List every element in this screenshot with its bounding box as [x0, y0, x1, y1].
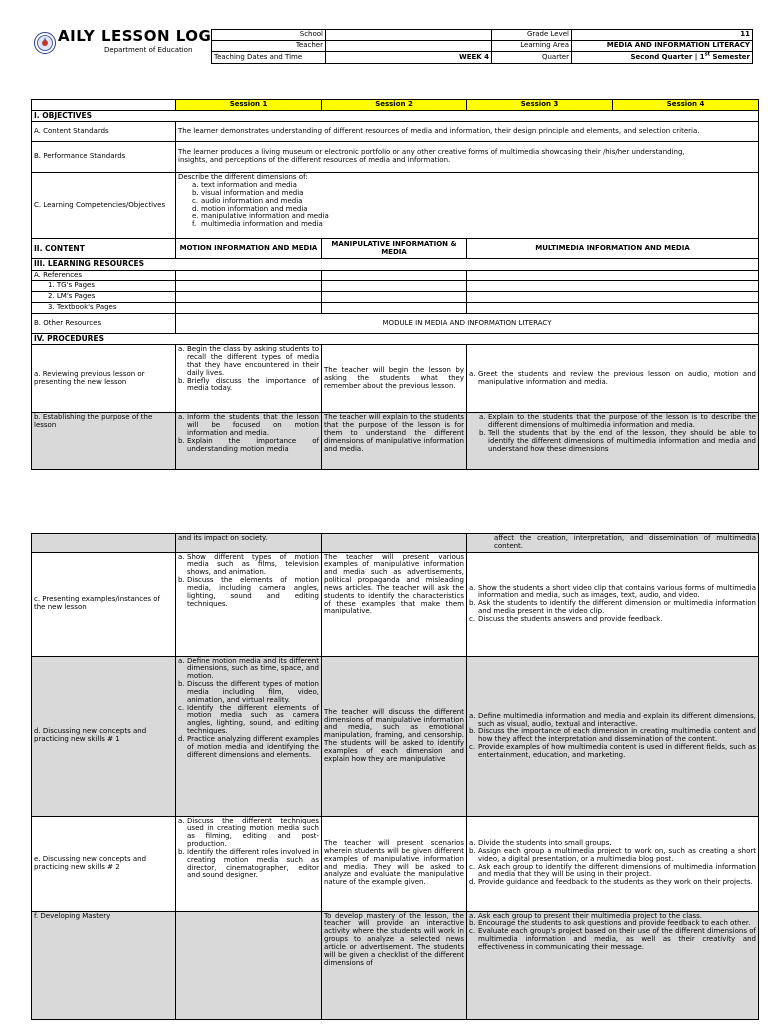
- cont-s1: and its impact on society.: [176, 534, 322, 553]
- list-text: manipulative information and media: [201, 212, 329, 221]
- resources-heading: III. LEARNING RESOURCES: [32, 259, 759, 270]
- proc-f-s1: [176, 911, 322, 1019]
- list-text: Provide guidance and feedback to the students as they work on their projects.: [478, 878, 753, 887]
- school-value: [326, 30, 492, 41]
- list-marker: a.: [178, 656, 185, 665]
- proc-c-s34-list: [469, 585, 756, 624]
- performance-text-1: The learner produces a living museum or electronic portfolio or any other creative forms of multimedia showcasing their /his/her understanding,: [178, 148, 685, 157]
- session-1-header: Session 1: [176, 100, 322, 111]
- list-marker: b.: [178, 576, 185, 585]
- list-marker: a.: [178, 413, 185, 422]
- cont-s2: [322, 534, 467, 553]
- list-text: Provide examples of how multimedia content is used in different fields, such as entertainment, education, and marketing.: [478, 742, 756, 759]
- proc-f-s2: To develop mastery of the lesson, the teacher will provide an interactive activity where the students will work in groups to analyze a selected news article or advertisement. The students will be given a checklist of the different dimensions of: [322, 911, 467, 1019]
- performance-standards-text: [176, 142, 759, 173]
- list-item: [192, 221, 756, 229]
- list-marker: b.: [178, 680, 185, 689]
- cont-label: [32, 534, 176, 553]
- session-2-header: Session 2: [322, 100, 467, 111]
- content-standards-label: A. Content Standards: [32, 122, 176, 142]
- proc-e-s34-list: [469, 840, 756, 887]
- lm-s2: [322, 292, 467, 303]
- list-marker: a.: [178, 345, 185, 354]
- deped-seal-icon: [34, 32, 56, 54]
- list-item: [469, 864, 756, 880]
- dates-label: Teaching Dates and Time: [212, 52, 326, 64]
- list-item: [469, 585, 756, 601]
- proc-a-s2: The teacher will begin the lesson by asking the students what they remember about the previous lesson.: [322, 345, 467, 413]
- list-item: [479, 430, 756, 453]
- list-marker: b.: [469, 919, 476, 928]
- list-item: [469, 848, 756, 864]
- proc-a-s1: [176, 345, 322, 413]
- list-text: Explain the importance of understanding motion media: [187, 436, 319, 453]
- school-label: School: [212, 30, 326, 41]
- tg-s1: [176, 281, 322, 292]
- proc-f-s34: [467, 911, 759, 1019]
- list-marker: c.: [192, 196, 199, 205]
- list-item: [178, 705, 319, 736]
- list-text: Greet the students and review the previous lesson on audio, motion and manipulative information and media.: [478, 369, 756, 386]
- list-marker: c.: [178, 703, 185, 712]
- lm-s34: [467, 292, 759, 303]
- list-item: [178, 658, 319, 681]
- lesson-table-page1: [31, 99, 759, 470]
- list-marker: a.: [178, 552, 185, 561]
- objectives-heading: I. OBJECTIVES: [32, 110, 759, 121]
- proc-e-label: e. Discussing new concepts and practicing new skills # 2: [32, 816, 176, 911]
- list-item: [178, 681, 319, 704]
- list-marker: b.: [178, 376, 185, 385]
- teacher-value: [326, 41, 492, 52]
- ref-s34: [467, 270, 759, 281]
- list-item: [178, 378, 319, 394]
- content-session-2: MANIPULATIVE INFORMATION & MEDIA: [322, 239, 467, 259]
- list-item: [178, 438, 319, 454]
- list-text: Ask the students to identify the different dimension or multimedia information and media present in the video clip.: [478, 599, 756, 616]
- proc-a-s34-list: [469, 371, 756, 387]
- list-marker: a.: [192, 181, 199, 190]
- list-marker: a.: [479, 413, 486, 422]
- list-text: Ask each group to identify the different dimensions of multimedia information and media that they will be using in their project.: [478, 862, 756, 879]
- list-text: Begin the class by asking students to recall the different types of media that they have encountered in their daily lives.: [187, 345, 319, 377]
- proc-f-s34-list: [469, 913, 756, 952]
- dates-value: WEEK 4: [326, 52, 492, 64]
- list-text: audio information and media: [201, 196, 303, 205]
- list-text: Show different types of motion media such as films, television shows, and animation.: [187, 552, 319, 577]
- proc-b-s1: [176, 413, 322, 470]
- list-marker: a.: [469, 583, 476, 592]
- list-text: Discuss the students answers and provide feedback.: [478, 614, 663, 623]
- grade-value: 11: [572, 30, 753, 41]
- list-text: Define motion media and its different dimensions, such as time, space, and motion.: [187, 656, 319, 681]
- list-text: Identify the different elements of motion media such as camera angles, lighting, sound, and editing techniques.: [187, 703, 319, 736]
- list-item: [469, 744, 756, 760]
- proc-b-s34: [467, 413, 759, 470]
- proc-a-s34: [467, 345, 759, 413]
- list-item: [469, 928, 756, 951]
- session-4-header: Session 4: [613, 100, 759, 111]
- tb-s2: [322, 303, 467, 314]
- ref-s1: [176, 270, 322, 281]
- list-marker: b.: [469, 847, 476, 855]
- list-item: [178, 736, 319, 759]
- references-label: A. References: [32, 270, 176, 281]
- list-marker: a.: [469, 369, 476, 378]
- list-text: Discuss the importance of each dimension in creating multimedia content and how they affect the interpretation and dissemination of the content.: [478, 727, 756, 744]
- tg-pages-label: 1. TG's Pages: [32, 281, 176, 292]
- list-marker: a.: [178, 816, 185, 825]
- list-item: [178, 577, 319, 608]
- list-item: [479, 414, 756, 430]
- tg-s2: [322, 281, 467, 292]
- list-marker: d.: [192, 204, 199, 213]
- quarter-label: Quarter: [492, 52, 572, 64]
- list-marker: c.: [469, 927, 476, 936]
- list-item: [178, 849, 319, 880]
- list-item: [178, 414, 319, 437]
- other-resources-label: B. Other Resources: [32, 313, 176, 333]
- list-text: Divide the students into small groups.: [478, 839, 612, 848]
- list-text: Ask each group to present their multimedia project to the class.: [478, 911, 703, 920]
- content-heading: II. CONTENT: [32, 239, 176, 259]
- proc-c-s1: [176, 552, 322, 656]
- list-marker: e.: [192, 212, 199, 221]
- list-marker: a.: [469, 711, 476, 720]
- proc-b-label: b. Establishing the purpose of the lesson: [32, 413, 176, 470]
- proc-d-label: d. Discussing new concepts and practicing new skills # 1: [32, 656, 176, 816]
- list-marker: d.: [178, 734, 185, 743]
- proc-b-s1-list: [178, 414, 319, 453]
- proc-d-s2: The teacher will discuss the different dimensions of manipulative information and media, such as emotional manipulation, framing, and censorship. The students will be asked to identify examples of each dimension and explain how they are manipulative: [322, 656, 467, 816]
- proc-b-s34-list: [469, 414, 756, 453]
- lesson-table-page2: [31, 533, 759, 1020]
- list-text: Discuss the elements of motion media, including camera angles, lighting, sound and editing techniques.: [187, 576, 319, 608]
- list-text: Assign each group a multimedia project to work on, such as creating a short video, a digital presentation, or a multimedia blog post.: [478, 847, 756, 863]
- list-item: [469, 728, 756, 744]
- list-marker: f.: [192, 220, 197, 229]
- list-marker: c.: [469, 614, 476, 623]
- teacher-label: Teacher: [212, 41, 326, 52]
- list-text: Briefly discuss the importance of media today.: [187, 376, 319, 393]
- list-marker: b.: [479, 428, 486, 437]
- area-label: Learning Area: [492, 41, 572, 52]
- list-text: Identify the different roles involved in creating motion media such as director, cinematographer, editor and sound designer.: [187, 847, 319, 880]
- proc-c-s2: The teacher will present various examples of manipulative information and media such as advertisements, political propaganda and misleading news articles. The teacher will ask the students to identify the characteristics of these examples that make them manipulative.: [322, 552, 467, 656]
- competencies-label: C. Learning Competencies/Objectives: [32, 173, 176, 239]
- proc-d-s1: [176, 656, 322, 816]
- department-name: Department of Education: [104, 46, 193, 54]
- list-text: text information and media: [201, 181, 297, 190]
- list-text: Show the students a short video clip that contains various forms of multimedia information and media, such as images, text, audio, and video.: [478, 583, 756, 600]
- area-value: MEDIA AND INFORMATION LITERACY: [572, 41, 753, 52]
- list-marker: b.: [178, 436, 185, 445]
- list-text: motion information and media: [201, 204, 308, 213]
- proc-f-label: f. Developing Mastery: [32, 911, 176, 1019]
- proc-d-s1-list: [178, 658, 319, 760]
- content-standards-text: The learner demonstrates understanding of different resources of media and information, their design principle and elements, and selection criteria.: [176, 122, 759, 142]
- list-text: multimedia information and media: [201, 220, 323, 229]
- grade-label: Grade Level: [492, 30, 572, 41]
- performance-standards-label: B. Performance Standards: [32, 142, 176, 173]
- blank-cell: [32, 100, 176, 111]
- list-marker: d.: [469, 878, 476, 887]
- list-item: [178, 554, 319, 577]
- tg-s34: [467, 281, 759, 292]
- lm-s1: [176, 292, 322, 303]
- proc-c-s34: [467, 552, 759, 656]
- list-marker: b.: [192, 188, 199, 197]
- ref-s2: [322, 270, 467, 281]
- list-text: Inform the students that the lesson will be focused on motion information and media.: [187, 413, 319, 437]
- proc-e-s34: [467, 816, 759, 911]
- proc-d-s34: [467, 656, 759, 816]
- list-text: Discuss the different types of motion media including film, video, animation, and virtual reality.: [187, 680, 319, 704]
- content-session-1: MOTION INFORMATION AND MEDIA: [176, 239, 322, 259]
- proc-d-s34-list: [469, 713, 756, 760]
- list-text: Tell the students that by the end of the lesson, they should be able to identify the different dimensions of multimedia information and media and understand how these dimensions: [488, 428, 756, 453]
- proc-b-s2: The teacher will explain to the students that the purpose of the lesson is for them to understand the different dimensions of manipulative information and media.: [322, 413, 467, 470]
- list-item: [469, 879, 756, 887]
- list-marker: a.: [469, 839, 476, 848]
- other-resources-value: MODULE IN MEDIA AND INFORMATION LITERACY: [176, 313, 759, 333]
- list-item: [469, 371, 756, 387]
- header-table: [211, 29, 753, 64]
- list-item: [469, 616, 756, 624]
- tb-s1: [176, 303, 322, 314]
- proc-a-label: a. Reviewing previous lesson or presenting the new lesson: [32, 345, 176, 413]
- performance-text-2: insights, and perceptions of the different resources of media and information.: [178, 156, 451, 165]
- list-item: [469, 713, 756, 729]
- list-text: Encourage the students to ask questions and provide feedback to each other.: [478, 919, 751, 928]
- proc-a-s1-list: [178, 346, 319, 393]
- list-text: Explain to the students that the purpose of the lesson is to describe the different dimensions of multimedia information and media.: [488, 413, 756, 430]
- list-marker: a.: [469, 911, 476, 920]
- quarter-value: Second Quarter | 1st Semester: [572, 52, 753, 64]
- list-text: visual information and media: [201, 188, 304, 197]
- competencies-cell: [176, 173, 759, 239]
- list-item: [178, 346, 319, 377]
- list-marker: b.: [178, 847, 185, 856]
- list-text: Evaluate each group's project based on their use of the different dimensions of multimedia information and media, as well as their creativity and effectiveness in communicating their message.: [478, 927, 756, 951]
- list-text: Practice analyzing different examples of motion media and identifying the different dimensions and elements.: [187, 734, 319, 759]
- cont-s34: affect the creation, interpretation, and dissemination of multimedia content.: [467, 534, 759, 553]
- proc-e-s2: The teacher will present scenarios wherein students will be given different examples of manipulative information and media. They will be asked to analyze and evaluate the manipulative nature of the example given.: [322, 816, 467, 911]
- competencies-list: [178, 182, 756, 229]
- list-marker: b.: [469, 727, 476, 736]
- list-item: [178, 818, 319, 849]
- list-marker: b.: [469, 599, 476, 608]
- tb-s34: [467, 303, 759, 314]
- session-3-header: Session 3: [467, 100, 613, 111]
- proc-e-s1-list: [178, 818, 319, 881]
- document-title: AILY LESSON LOG: [58, 27, 212, 45]
- list-text: Discuss the different techniques used in creating motion media such as filming, editing and post-production.: [187, 816, 319, 849]
- textbook-pages-label: 3. Textbook's Pages: [32, 303, 176, 314]
- list-marker: c.: [469, 742, 476, 751]
- proc-c-s1-list: [178, 554, 319, 609]
- content-session-3-4: MULTIMEDIA INFORMATION AND MEDIA: [467, 239, 759, 259]
- proc-e-s1: [176, 816, 322, 911]
- lm-pages-label: 2. LM's Pages: [32, 292, 176, 303]
- proc-c-label: c. Presenting examples/instances of the new lesson: [32, 552, 176, 656]
- competencies-intro: Describe the different dimensions of:: [178, 173, 308, 182]
- list-marker: c.: [469, 862, 476, 871]
- list-item: [469, 600, 756, 616]
- list-text: Define multimedia information and media and explain its different dimensions, such as visual, audio, textual and interactive.: [478, 711, 756, 728]
- procedures-heading: IV. PROCEDURES: [32, 333, 759, 344]
